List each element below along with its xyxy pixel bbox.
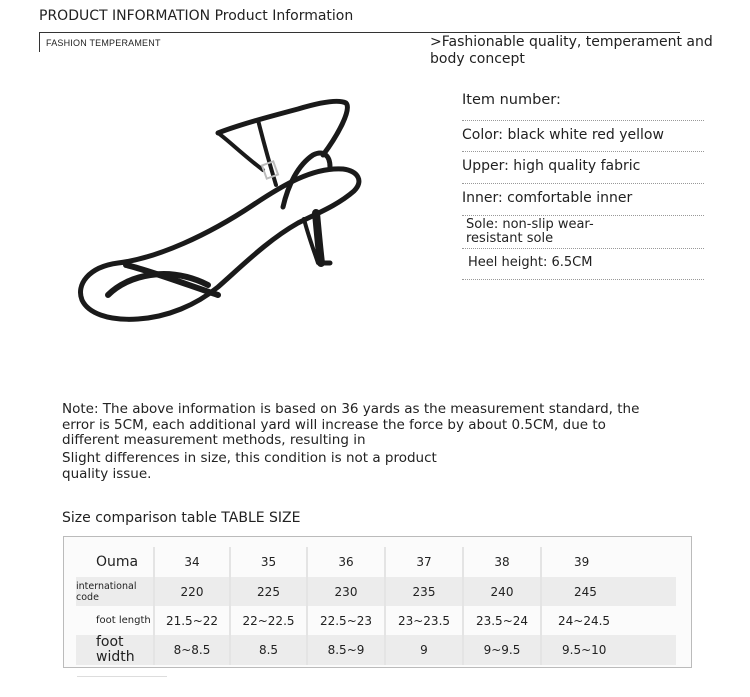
table-cell: 245: [541, 577, 676, 606]
size-table-title: Size comparison table TABLE SIZE: [62, 510, 301, 526]
table-row: [76, 606, 676, 635]
table-cell: 23.5~24: [463, 606, 541, 635]
table-cell: 9.5~10: [541, 635, 676, 665]
page-title-rest: Product Information: [214, 8, 354, 24]
header-vertical-divider: [39, 32, 40, 52]
table-cell: 230: [307, 577, 385, 606]
table-cell: 35: [230, 547, 307, 577]
row-label: Ouma: [76, 547, 154, 577]
spec-list: [462, 88, 704, 280]
table-cell: 8~8.5: [154, 635, 230, 665]
table-cell: 225: [230, 577, 307, 606]
spec-item-heel: Heel height: 6.5CM: [462, 249, 704, 280]
spec-item-inner: Inner: comfortable inner: [462, 184, 704, 216]
table-cell: 23~23.5: [385, 606, 463, 635]
table-cell: 235: [385, 577, 463, 606]
table-cell: 36: [307, 547, 385, 577]
tagline: >Fashionable quality, temperament and body concept: [430, 34, 713, 67]
spec-item-upper: Upper: high quality fabric: [462, 152, 704, 184]
bottom-divider: [77, 676, 167, 677]
size-table-container: [63, 536, 692, 668]
table-cell: 24~24.5: [558, 613, 611, 628]
table-cell: 34: [154, 547, 230, 577]
spec-item-color: Color: black white red yellow: [462, 121, 704, 152]
table-cell: 9: [385, 635, 463, 665]
table-row: [76, 547, 676, 577]
row-label: foot width: [76, 635, 154, 665]
header-subtitle: FASHION TEMPERAMENT: [46, 38, 161, 48]
table-cell: 38: [463, 547, 541, 577]
table-cell: 37: [385, 547, 463, 577]
table-row: [76, 577, 676, 606]
table-cell: 220: [154, 577, 230, 606]
spec-item-number: Item number:: [462, 88, 704, 121]
table-cell: 22~22.5: [230, 606, 307, 635]
row-label: international code: [76, 577, 154, 606]
note-text: Note: The above information is based on 36 yards as the measurement standard, the error is 5CM, each additional yard will increase the force by about 0.5CM, due to different measurement methods, resulting in: [62, 401, 640, 448]
page-title-caps: PRODUCT INFORMATION: [39, 8, 211, 24]
table-row: [76, 635, 676, 665]
table-cell: 39: [574, 555, 590, 569]
note-text-2: Slight differences in size, this condition is not a product quality issue.: [62, 450, 437, 482]
table-cell: 8.5: [230, 635, 307, 665]
table-cell: 9~9.5: [463, 635, 541, 665]
table-cell: 22.5~23: [307, 606, 385, 635]
spec-item-sole: Sole: non-slip wear-resistant sole: [462, 216, 704, 249]
row-label: foot length: [76, 606, 154, 635]
header-divider: [39, 32, 680, 33]
table-cell: 8.5~9: [307, 635, 385, 665]
table-cell: 21.5~22: [154, 606, 230, 635]
sandal-image: [68, 95, 368, 325]
size-table: [76, 547, 676, 665]
table-cell: 240: [463, 577, 541, 606]
page-title: [39, 8, 353, 24]
